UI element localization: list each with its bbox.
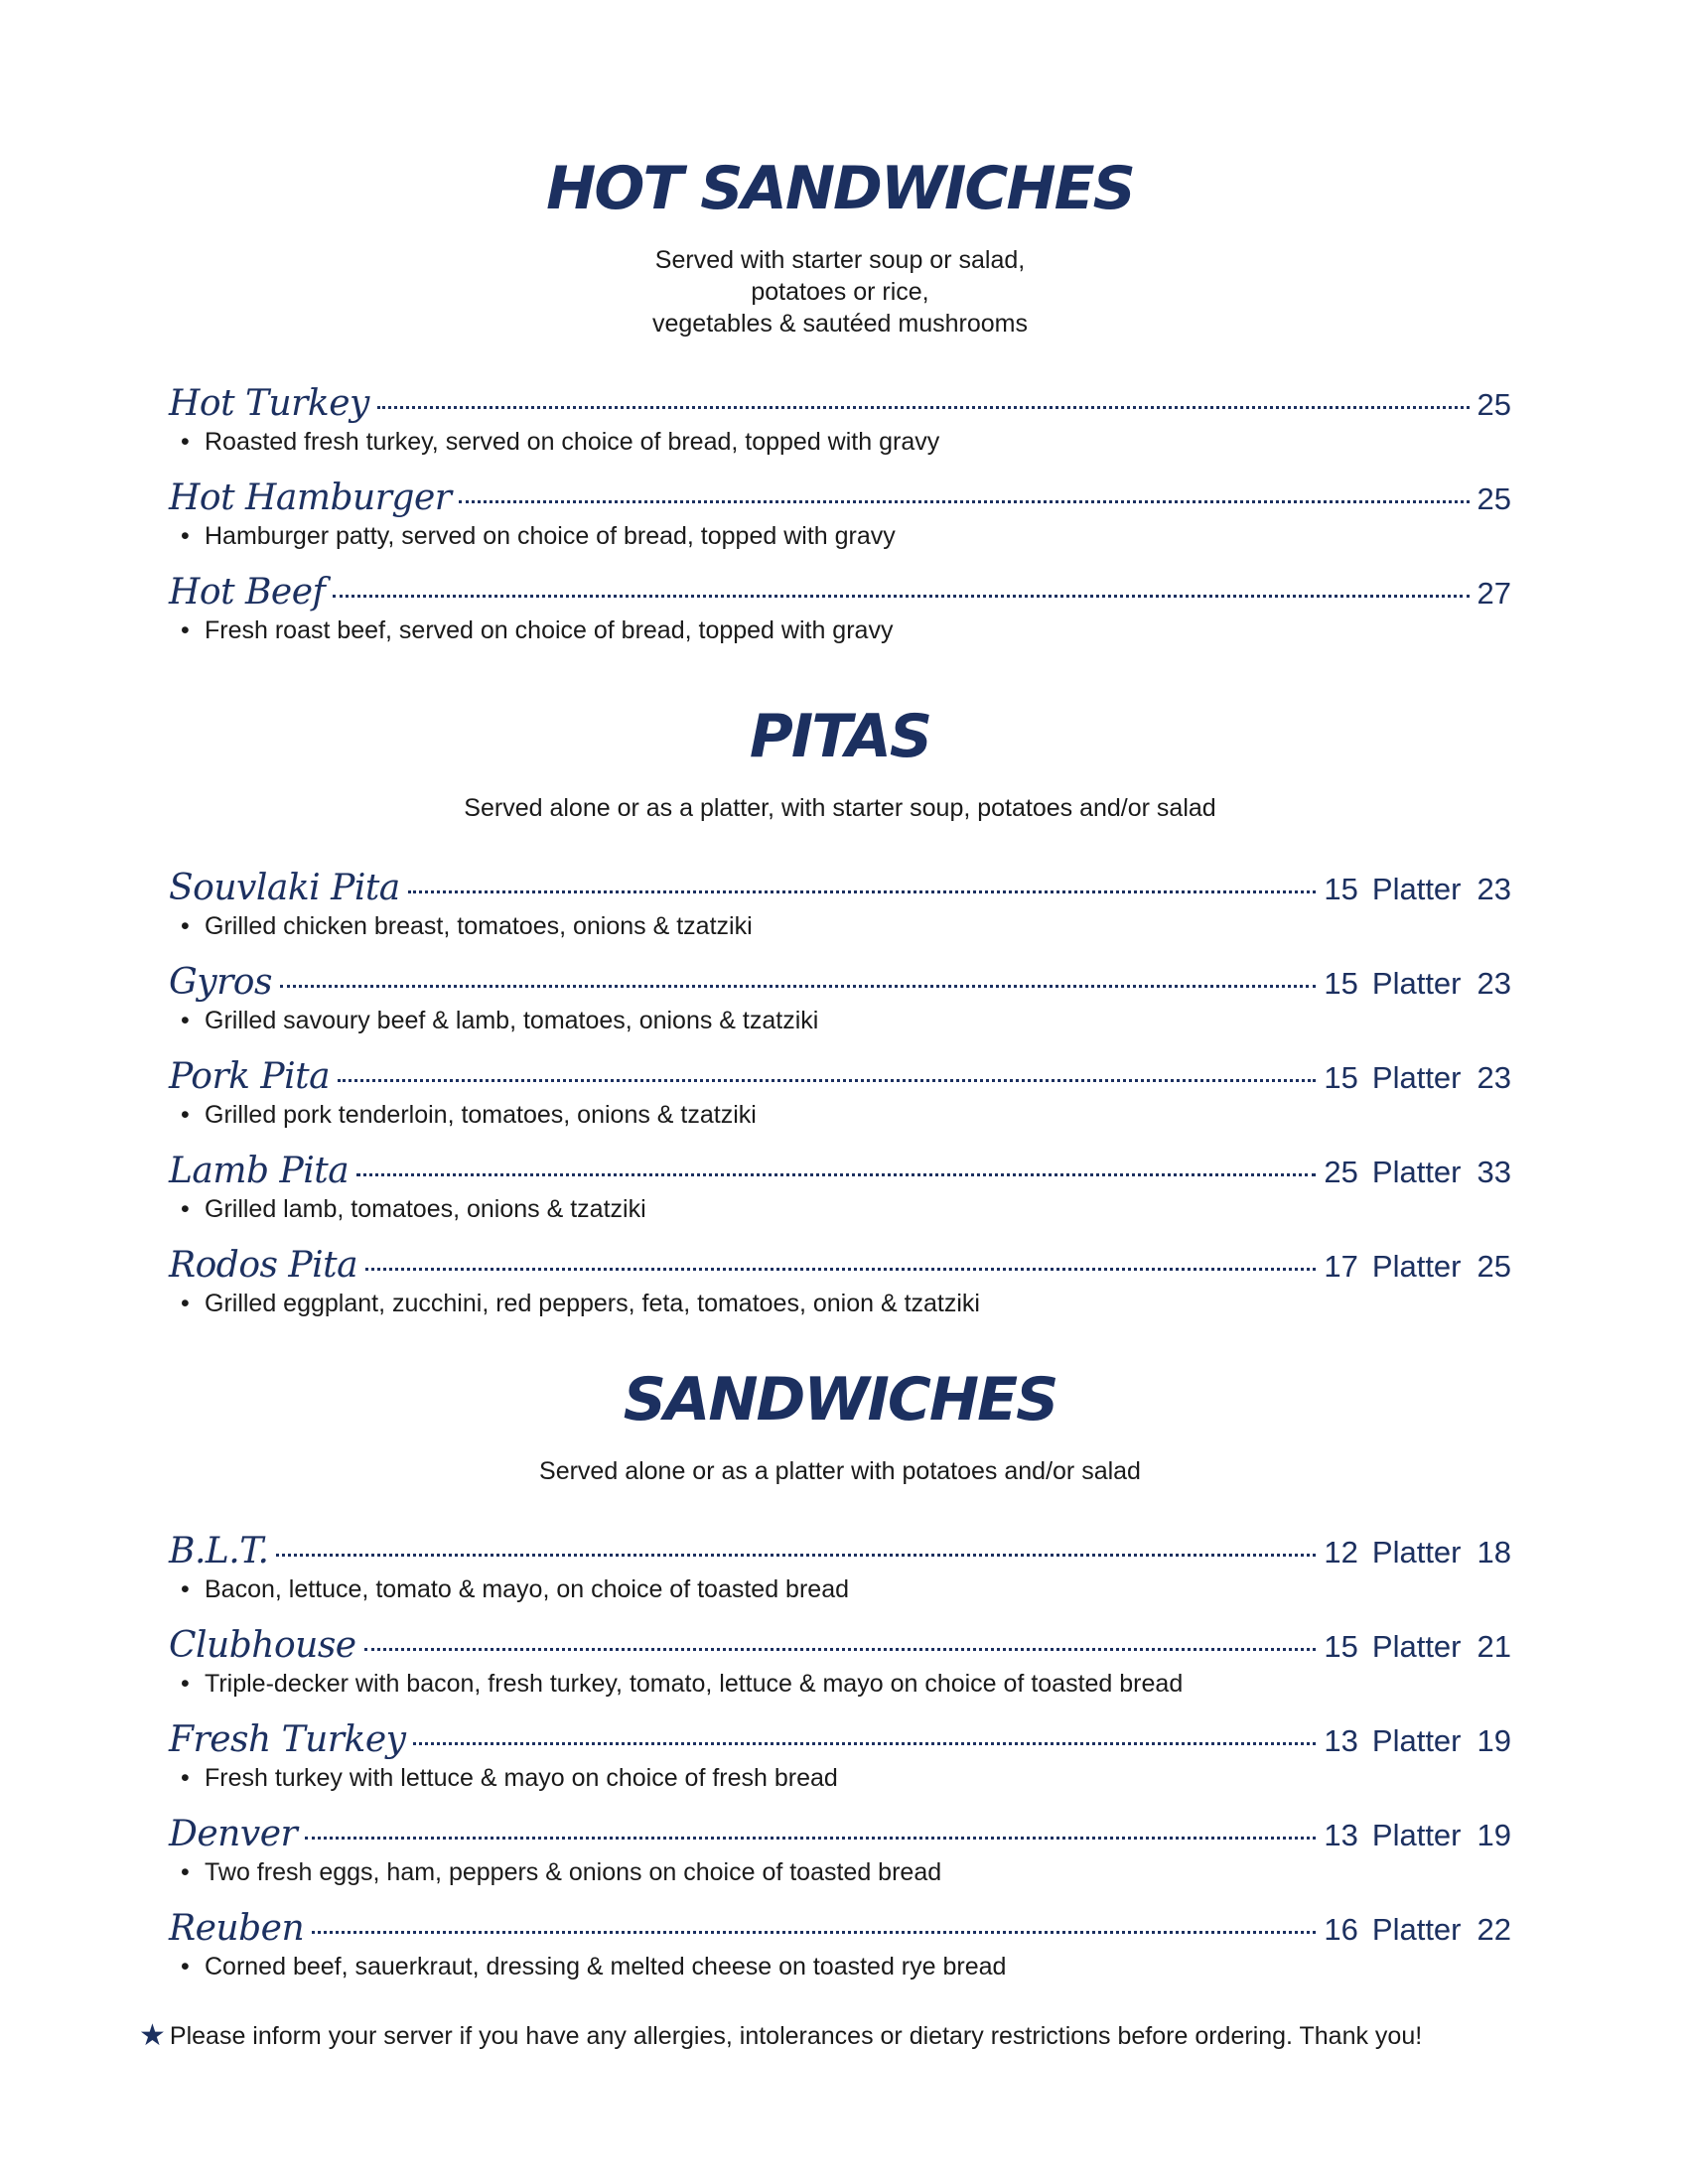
item-name: Pork Pita	[169, 1056, 331, 1097]
dot-leader	[377, 406, 1470, 409]
dot-leader	[312, 1931, 1316, 1934]
section-title: SANDWICHES	[623, 1365, 1057, 1434]
item-description: Corned beef, sauerkraut, dressing & melted cheese on toasted rye bread	[205, 1953, 1007, 1980]
item-price-group	[1324, 966, 1511, 1002]
section-title: PITAS	[749, 702, 931, 771]
dot-leader	[365, 1268, 1316, 1271]
platter-price: 23	[1477, 966, 1511, 1001]
platter-price: 23	[1477, 1060, 1511, 1095]
platter-price: 19	[1477, 1818, 1511, 1852]
menu-item-list	[169, 868, 1511, 1318]
item-description: Fresh turkey with lettuce & mayo on choice of fresh bread	[205, 1764, 838, 1792]
dot-leader	[413, 1742, 1316, 1745]
platter-price: 21	[1477, 1629, 1511, 1664]
platter-price: 22	[1477, 1912, 1511, 1947]
item-description: Grilled savoury beef & lamb, tomatoes, onions & tzatziki	[205, 1007, 819, 1034]
platter-price: 19	[1477, 1723, 1511, 1758]
platter-label: Platter	[1371, 1535, 1462, 1570]
menu-item	[169, 962, 1511, 1035]
menu-item	[169, 572, 1511, 645]
item-price-group	[1324, 1535, 1511, 1570]
platter-price: 23	[1477, 872, 1511, 906]
dot-leader	[408, 890, 1317, 893]
item-price-group	[1324, 1249, 1511, 1285]
item-description: Grilled lamb, tomatoes, onions & tzatziki	[205, 1195, 646, 1223]
bullet-icon: •	[181, 616, 190, 644]
dot-leader	[280, 985, 1316, 988]
bullet-icon: •	[181, 1101, 190, 1129]
item-description: Two fresh eggs, ham, peppers & onions on choice of toasted bread	[205, 1858, 942, 1886]
item-price: 25	[1477, 387, 1511, 422]
menu-item	[169, 1245, 1511, 1318]
menu-item	[169, 1056, 1511, 1130]
dot-leader	[305, 1837, 1316, 1840]
bullet-icon: •	[181, 522, 190, 550]
item-description: Grilled pork tenderloin, tomatoes, onions & tzatziki	[205, 1101, 757, 1129]
subtitle-line: Served alone or as a platter, with starter soup, potatoes and/or salad	[464, 794, 1216, 822]
platter-price: 33	[1477, 1155, 1511, 1189]
section-subtitle	[169, 244, 1511, 340]
item-name: Hot Turkey	[169, 383, 369, 424]
dot-leader	[356, 1173, 1316, 1176]
menu-item	[169, 1719, 1511, 1793]
platter-label: Platter	[1371, 1629, 1462, 1664]
subtitle-line: Served with starter soup or salad,	[654, 246, 1026, 274]
platter-price: 18	[1477, 1535, 1511, 1570]
platter-label: Platter	[1371, 1060, 1462, 1095]
bullet-icon: •	[181, 1858, 190, 1886]
menu-item	[169, 478, 1511, 551]
item-name: Lamb Pita	[169, 1151, 350, 1191]
bullet-icon: •	[181, 1195, 190, 1223]
item-price-group	[1324, 1723, 1511, 1759]
platter-label: Platter	[1371, 1818, 1462, 1852]
bullet-icon: •	[181, 1575, 190, 1603]
item-price-group	[1324, 1060, 1511, 1096]
item-price: 16	[1324, 1912, 1358, 1947]
item-name: Souvlaki Pita	[169, 868, 400, 908]
item-price: 27	[1477, 576, 1511, 611]
star-icon: ★	[139, 2019, 166, 2052]
item-description: Triple-decker with bacon, fresh turkey, tomato, lettuce & mayo on choice of toasted bread	[205, 1670, 1184, 1698]
subtitle-line: vegetables & sautéed mushrooms	[652, 310, 1028, 338]
section-subtitle	[169, 1455, 1511, 1487]
item-description: Fresh roast beef, served on choice of bread, topped with gravy	[205, 616, 894, 644]
item-description: Bacon, lettuce, tomato & mayo, on choice of toasted bread	[205, 1575, 849, 1603]
item-description: Grilled eggplant, zucchini, red peppers, feta, tomatoes, onion & tzatziki	[205, 1290, 980, 1317]
item-description: Hamburger patty, served on choice of bread, topped with gravy	[205, 522, 896, 550]
menu-item	[169, 1908, 1511, 1981]
item-name: Hot Hamburger	[169, 478, 452, 518]
item-name: Denver	[169, 1814, 298, 1854]
item-name: Reuben	[169, 1908, 305, 1949]
bullet-icon: •	[181, 1290, 190, 1317]
menu-item-list	[169, 1531, 1511, 1981]
bullet-icon: •	[181, 1953, 190, 1980]
item-description: Grilled chicken breast, tomatoes, onions & tzatziki	[205, 912, 753, 940]
item-description: Roasted fresh turkey, served on choice of bread, topped with gravy	[205, 428, 940, 456]
bullet-icon: •	[181, 1007, 190, 1034]
bullet-icon: •	[181, 1764, 190, 1792]
subtitle-line: Served alone or as a platter with potatoes and/or salad	[539, 1457, 1141, 1485]
menu-item	[169, 1151, 1511, 1224]
item-price: 12	[1324, 1535, 1358, 1570]
dot-leader	[338, 1079, 1316, 1082]
dot-leader	[276, 1554, 1316, 1557]
menu-item	[169, 868, 1511, 941]
item-price-group	[1324, 872, 1511, 907]
item-price: 25	[1324, 1155, 1358, 1189]
section-pitas	[169, 702, 1511, 1339]
item-price: 13	[1324, 1723, 1358, 1758]
menu-item-list	[169, 383, 1511, 645]
item-price-group	[1324, 1155, 1511, 1190]
menu-item	[169, 1531, 1511, 1604]
platter-price: 25	[1477, 1249, 1511, 1284]
dot-leader	[333, 595, 1469, 598]
platter-label: Platter	[1371, 1723, 1462, 1758]
platter-label: Platter	[1371, 966, 1462, 1001]
allergy-note	[139, 2017, 1549, 2052]
item-name: B.L.T.	[169, 1531, 269, 1571]
item-name: Rodos Pita	[169, 1245, 358, 1286]
platter-label: Platter	[1371, 1249, 1462, 1284]
bullet-icon: •	[181, 428, 190, 456]
item-name: Hot Beef	[169, 572, 326, 613]
menu-item	[169, 383, 1511, 457]
section-sandwiches	[169, 1365, 1511, 2002]
subtitle-line: potatoes or rice,	[751, 278, 929, 306]
bullet-icon: •	[181, 1670, 190, 1698]
dot-leader	[364, 1648, 1317, 1651]
section-subtitle	[169, 792, 1511, 824]
item-name: Gyros	[169, 962, 272, 1003]
item-price-group	[1324, 1629, 1511, 1665]
item-price: 25	[1477, 481, 1511, 516]
item-price-group	[1324, 1818, 1511, 1853]
item-name: Fresh Turkey	[169, 1719, 406, 1760]
section-title: HOT SANDWICHES	[546, 154, 1134, 223]
dot-leader	[459, 500, 1469, 503]
item-price-group	[1324, 1912, 1511, 1948]
menu-item	[169, 1814, 1511, 1887]
item-price: 17	[1324, 1249, 1358, 1284]
platter-label: Platter	[1371, 1912, 1462, 1947]
bullet-icon: •	[181, 912, 190, 940]
platter-label: Platter	[1371, 1155, 1462, 1189]
item-name: Clubhouse	[169, 1625, 356, 1666]
allergy-note-text: Please inform your server if you have any allergies, intolerances or dietary restrictions before ordering. Thank you!	[169, 2022, 1423, 2050]
item-price: 13	[1324, 1818, 1358, 1852]
menu-item	[169, 1625, 1511, 1699]
item-price: 15	[1324, 872, 1358, 906]
item-price: 15	[1324, 966, 1358, 1001]
item-price: 15	[1324, 1060, 1358, 1095]
item-price: 15	[1324, 1629, 1358, 1664]
platter-label: Platter	[1371, 872, 1462, 906]
section-hot-sandwiches	[169, 154, 1511, 666]
